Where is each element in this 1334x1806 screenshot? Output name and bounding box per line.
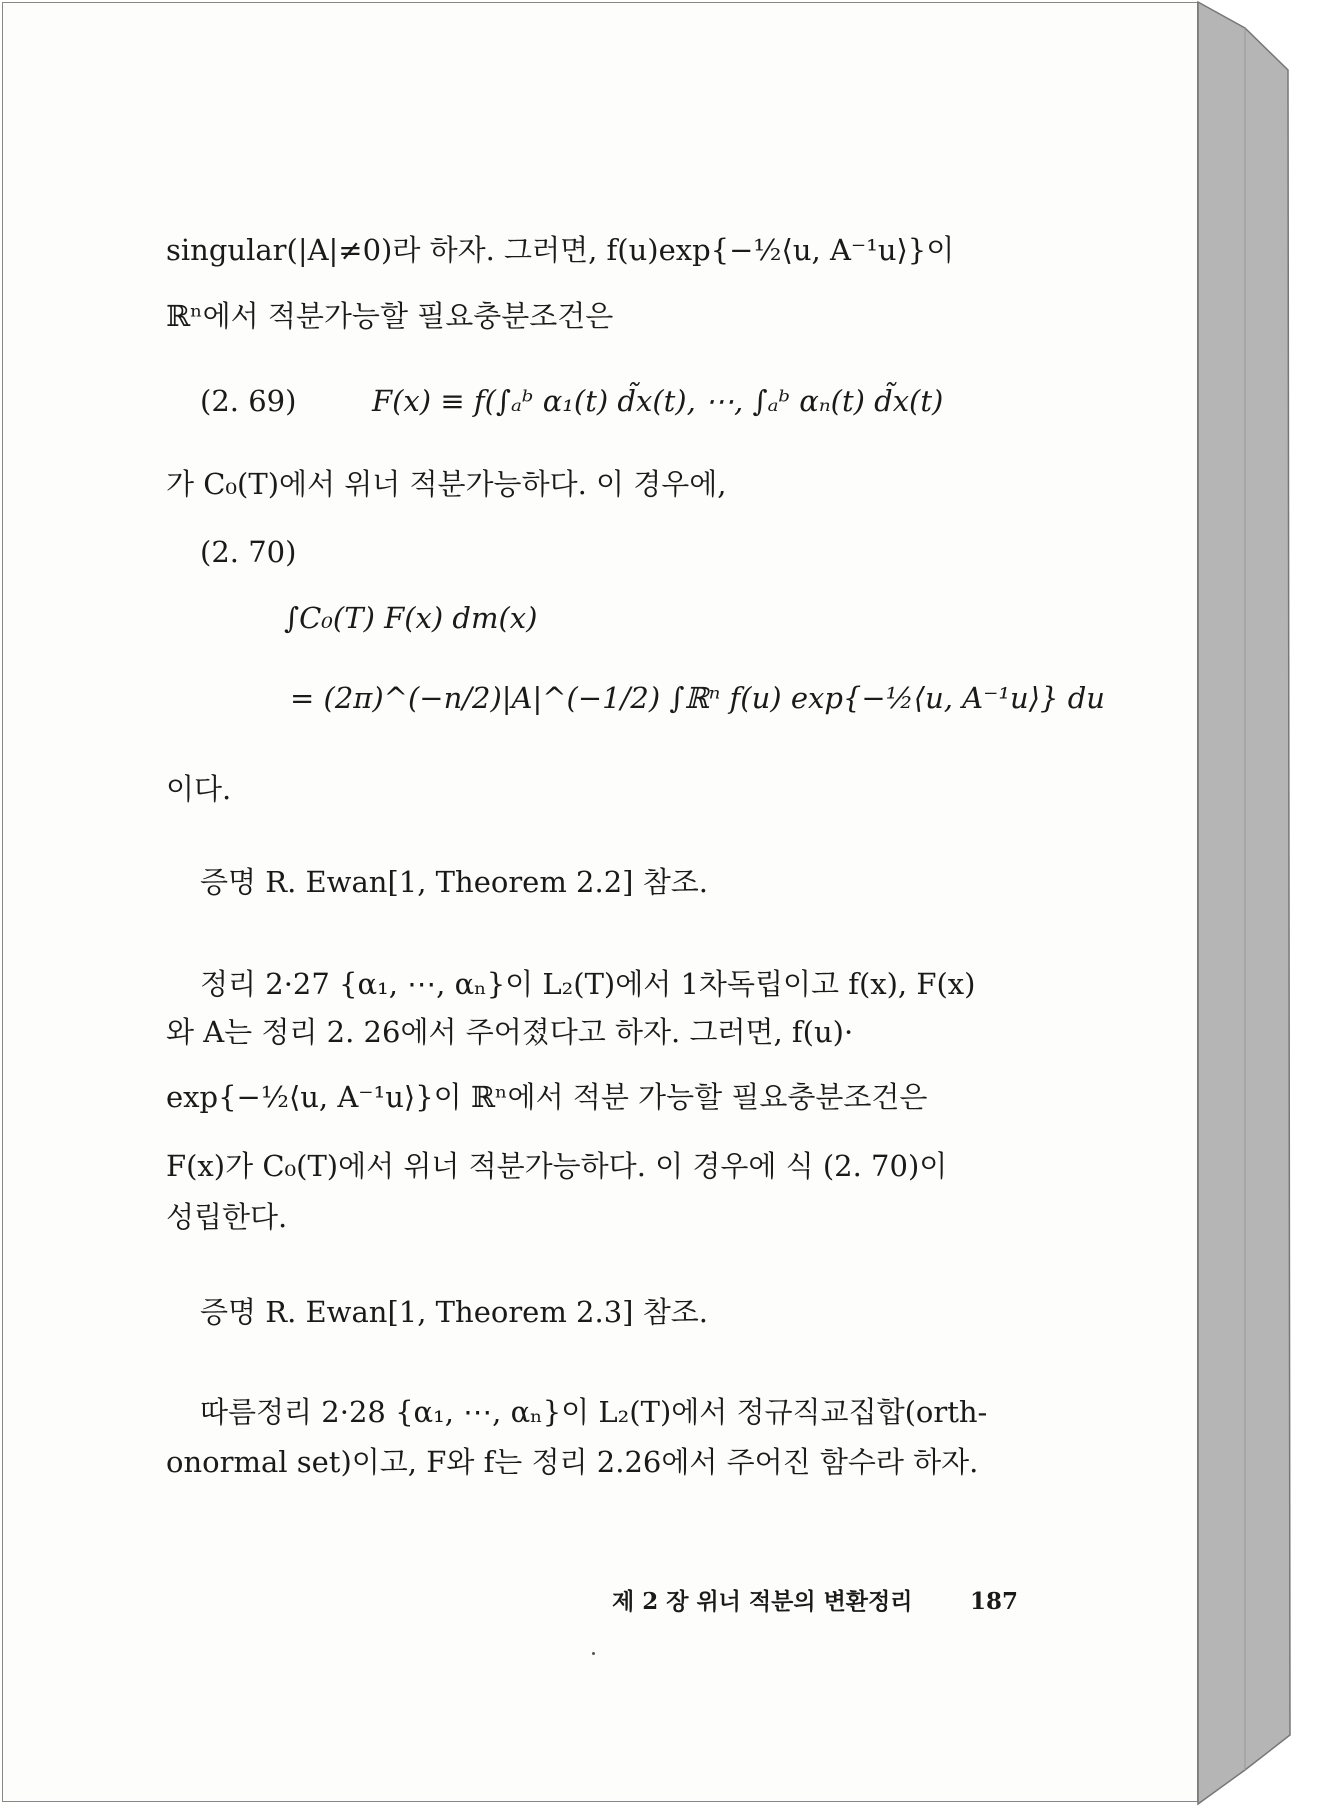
corollary-2-28-line-2: onormal set)이고, F와 f는 정리 2.26에서 주어진 함수라 하자.: [166, 1445, 979, 1479]
corollary-2-28-line-1: 따름정리 2·28 {α₁, ⋯, αₙ}이 L₂(T)에서 정규직교집합(orth-: [200, 1395, 988, 1429]
theorem-2-27-line-5: 성립한다.: [166, 1200, 288, 1234]
equation-2-69: F(x) ≡ f(∫ₐᵇ α₁(t) d̃x(t), ⋯, ∫ₐᵇ αₙ(t) d̃x(t): [372, 384, 944, 418]
text-line-3: 가 C₀(T)에서 위너 적분가능하다. 이 경우에,: [166, 467, 727, 501]
theorem-2-27-line-3: exp{−½⟨u, A⁻¹u⟩}이 ℝⁿ에서 적분 가능할 필요충분조건은: [166, 1080, 928, 1114]
theorem-2-27-line-2: 와 A는 정리 2. 26에서 주어졌다고 하자. 그러면, f(u)·: [166, 1015, 854, 1049]
proof-2-26: 증명 R. Ewan[1, Theorem 2.2] 참조.: [200, 865, 708, 899]
equation-number-2-69: (2. 69): [200, 384, 297, 418]
theorem-2-27-line-4: F(x)가 C₀(T)에서 위너 적분가능하다. 이 경우에 식 (2. 70)이: [166, 1149, 948, 1183]
equation-2-70-lhs: ∫C₀(T) F(x) dm(x): [284, 601, 538, 635]
text-line-4: 이다.: [166, 772, 232, 806]
proof-2-27: 증명 R. Ewan[1, Theorem 2.3] 참조.: [200, 1295, 708, 1329]
text-line-2: ℝⁿ에서 적분가능할 필요충분조건은: [166, 299, 614, 333]
page-number: 187: [970, 1588, 1019, 1615]
equation-number-2-70: (2. 70): [200, 535, 297, 569]
equation-2-70-rhs: = (2π)^(−n/2)|A|^(−1/2) ∫ℝⁿ f(u) exp{−½⟨u, A⁻¹u⟩} du: [290, 681, 1105, 715]
theorem-2-27-line-1: 정리 2·27 {α₁, ⋯, αₙ}이 L₂(T)에서 1차독립이고 f(x), F(x): [200, 967, 976, 1001]
running-footer-chapter: 제 2 장 위너 적분의 변환정리: [612, 1588, 913, 1615]
print-speck: [592, 1652, 595, 1655]
text-line-1: singular(|A|≠0)라 하자. 그러면, f(u)exp{−½⟨u, A⁻¹u⟩}이: [166, 233, 955, 267]
